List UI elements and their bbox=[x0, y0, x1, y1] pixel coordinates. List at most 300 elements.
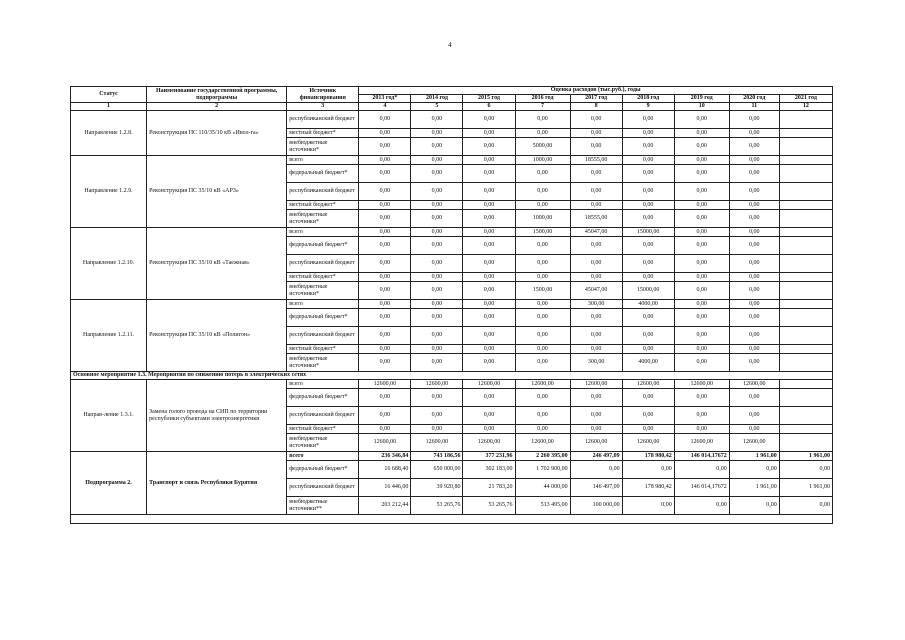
row-value bbox=[779, 282, 832, 300]
row-value: 0,00 bbox=[411, 273, 463, 282]
row-value: 0,00 bbox=[411, 300, 463, 309]
row-value: 0,00 bbox=[729, 210, 779, 228]
row-value: 1 702 900,00 bbox=[515, 461, 570, 479]
row-source: федеральный бюджет* bbox=[287, 309, 359, 327]
row-value: 0,00 bbox=[674, 354, 729, 372]
row-value bbox=[779, 354, 832, 372]
row-value: 0,00 bbox=[515, 407, 570, 425]
row-value: 45047,00 bbox=[570, 282, 622, 300]
row-value: 1 961,00 bbox=[779, 479, 832, 497]
row-value: 0,00 bbox=[674, 273, 729, 282]
row-value: 0,00 bbox=[570, 183, 622, 201]
row-value: 0,00 bbox=[570, 201, 622, 210]
row-value: 0,00 bbox=[622, 425, 674, 434]
row-value: 0,00 bbox=[729, 309, 779, 327]
row-source: республиканский бюджет bbox=[287, 407, 359, 425]
row-value: 203 212,44 bbox=[359, 497, 411, 515]
row-value: 0,00 bbox=[674, 237, 729, 255]
row-value: 0,00 bbox=[570, 255, 622, 273]
expense-table bbox=[70, 86, 833, 524]
row-value: 0,00 bbox=[359, 407, 411, 425]
row-value: 1 961,00 bbox=[729, 452, 779, 461]
row-value: 0,00 bbox=[674, 138, 729, 156]
row-value: 146 014,17672 bbox=[674, 479, 729, 497]
row-value bbox=[779, 228, 832, 237]
row-value: 12600,00 bbox=[729, 380, 779, 389]
row-value: 246 497,09 bbox=[570, 452, 622, 461]
row-value: 0,00 bbox=[622, 156, 674, 165]
row-source: федеральный бюджет* bbox=[287, 461, 359, 479]
row-source: местный бюджет* bbox=[287, 129, 359, 138]
row-value: 0,00 bbox=[674, 300, 729, 309]
row-value: 18555,00 bbox=[570, 210, 622, 228]
row-value: 0,00 bbox=[463, 273, 515, 282]
table-row bbox=[71, 452, 833, 461]
row-value: 0,00 bbox=[515, 201, 570, 210]
row-status: Подпрограмма 2. bbox=[71, 452, 147, 515]
column-number: 6 bbox=[463, 103, 515, 111]
row-value: 0,00 bbox=[463, 309, 515, 327]
row-value: 0,00 bbox=[463, 201, 515, 210]
row-value: 2 260 395,00 bbox=[515, 452, 570, 461]
row-value: 0,00 bbox=[515, 327, 570, 345]
row-value: 0,00 bbox=[674, 210, 729, 228]
row-value: 0,00 bbox=[463, 129, 515, 138]
row-source: всего bbox=[287, 452, 359, 461]
row-value: 0,00 bbox=[779, 497, 832, 515]
row-value: 146 497,09 bbox=[570, 479, 622, 497]
row-source: внебюджетные источники* bbox=[287, 434, 359, 452]
row-value: 12600,00 bbox=[359, 380, 411, 389]
row-status: Направ-ление 1.3.1. bbox=[71, 380, 147, 452]
row-value: 0,00 bbox=[674, 282, 729, 300]
row-value: 0,00 bbox=[570, 111, 622, 129]
table-row bbox=[71, 228, 833, 237]
row-value: 0,00 bbox=[463, 183, 515, 201]
row-value: 0,00 bbox=[729, 228, 779, 237]
row-value: 12600,00 bbox=[515, 434, 570, 452]
row-value: 12600,00 bbox=[463, 434, 515, 452]
row-value: 0,00 bbox=[411, 201, 463, 210]
row-value: 650 000,00 bbox=[411, 461, 463, 479]
row-value: 0,00 bbox=[359, 282, 411, 300]
row-value bbox=[779, 156, 832, 165]
row-program-name: Транспорт и связь Республики Бурятия bbox=[147, 452, 287, 515]
row-value bbox=[779, 237, 832, 255]
row-value: 12600,00 bbox=[570, 434, 622, 452]
row-value: 0,00 bbox=[729, 497, 779, 515]
year-header: 2017 год bbox=[570, 95, 622, 103]
row-value: 0,00 bbox=[729, 282, 779, 300]
row-value: 0,00 bbox=[729, 138, 779, 156]
row-source: республиканский бюджет bbox=[287, 479, 359, 497]
row-value: 0,00 bbox=[463, 138, 515, 156]
row-value: 0,00 bbox=[622, 461, 674, 479]
row-value: 0,00 bbox=[674, 111, 729, 129]
row-value: 0,00 bbox=[729, 273, 779, 282]
row-value: 0,00 bbox=[359, 354, 411, 372]
row-value: 0,00 bbox=[570, 138, 622, 156]
row-value: 0,00 bbox=[674, 129, 729, 138]
row-program-name: Реконструкция ПС 35/10 кВ «Полигон» bbox=[147, 300, 287, 372]
row-value: 0,00 bbox=[729, 389, 779, 407]
empty-row bbox=[71, 515, 833, 524]
row-value: 0,00 bbox=[515, 183, 570, 201]
row-source: федеральный бюджет* bbox=[287, 165, 359, 183]
row-value: 178 980,42 bbox=[622, 479, 674, 497]
row-value: 1000,00 bbox=[515, 156, 570, 165]
row-value: 0,00 bbox=[729, 425, 779, 434]
row-source: внебюджетные источники** bbox=[287, 497, 359, 515]
row-source: местный бюджет* bbox=[287, 201, 359, 210]
row-value: 0,00 bbox=[515, 300, 570, 309]
row-value: 12600,00 bbox=[674, 434, 729, 452]
row-value: 0,00 bbox=[729, 354, 779, 372]
row-value: 0,00 bbox=[729, 165, 779, 183]
row-value: 0,00 bbox=[359, 273, 411, 282]
row-value: 0,00 bbox=[359, 389, 411, 407]
row-value: 12600,00 bbox=[411, 380, 463, 389]
row-value: 0,00 bbox=[570, 327, 622, 345]
row-value: 0,00 bbox=[729, 201, 779, 210]
row-value: 0,00 bbox=[463, 255, 515, 273]
row-value: 0,00 bbox=[515, 345, 570, 354]
section-row bbox=[71, 372, 833, 380]
row-value: 0,00 bbox=[729, 255, 779, 273]
row-value: 0,00 bbox=[359, 228, 411, 237]
column-number: 11 bbox=[729, 103, 779, 111]
row-status: Направление 1.2.8. bbox=[71, 111, 147, 156]
row-value: 0,00 bbox=[359, 129, 411, 138]
row-status: Направление 1.2.10. bbox=[71, 228, 147, 300]
table-row bbox=[71, 380, 833, 389]
row-source: республиканский бюджет bbox=[287, 183, 359, 201]
row-value: 45047,00 bbox=[570, 228, 622, 237]
table-row bbox=[71, 156, 833, 165]
row-value: 0,00 bbox=[729, 300, 779, 309]
row-value: 53 265,76 bbox=[463, 497, 515, 515]
table-row bbox=[71, 111, 833, 129]
row-value: 0,00 bbox=[622, 111, 674, 129]
row-value: 0,00 bbox=[622, 309, 674, 327]
column-number: 7 bbox=[515, 103, 570, 111]
row-value: 0,00 bbox=[729, 129, 779, 138]
row-value: 0,00 bbox=[411, 129, 463, 138]
row-value: 12600,00 bbox=[622, 434, 674, 452]
row-value: 0,00 bbox=[359, 237, 411, 255]
row-value bbox=[779, 425, 832, 434]
row-value bbox=[779, 201, 832, 210]
source-header: Источник финансирования bbox=[287, 87, 359, 103]
row-value: 0,00 bbox=[622, 201, 674, 210]
column-number: 1 bbox=[71, 103, 147, 111]
row-program-name: Реконструкция ПС 35/10 кВ «Таежная» bbox=[147, 228, 287, 300]
row-value: 300,00 bbox=[570, 354, 622, 372]
row-value: 0,00 bbox=[622, 327, 674, 345]
row-value: 0,00 bbox=[622, 183, 674, 201]
row-value: 44 000,00 bbox=[515, 479, 570, 497]
row-value: 0,00 bbox=[411, 425, 463, 434]
column-numbers-row bbox=[71, 103, 833, 111]
row-value: 0,00 bbox=[411, 111, 463, 129]
row-value: 0,00 bbox=[411, 138, 463, 156]
table-row bbox=[71, 300, 833, 309]
row-value: 0,00 bbox=[674, 345, 729, 354]
row-value: 39 920,80 bbox=[411, 479, 463, 497]
row-value: 0,00 bbox=[729, 156, 779, 165]
row-value: 15000,00 bbox=[622, 228, 674, 237]
row-value: 0,00 bbox=[463, 111, 515, 129]
row-value: 0,00 bbox=[570, 237, 622, 255]
row-value: 0,00 bbox=[359, 425, 411, 434]
row-value: 0,00 bbox=[674, 327, 729, 345]
row-value: 0,00 bbox=[622, 273, 674, 282]
year-header: 2019 год bbox=[674, 95, 729, 103]
row-value: 15000,00 bbox=[622, 282, 674, 300]
row-value: 236 346,84 bbox=[359, 452, 411, 461]
row-value: 1 961,00 bbox=[729, 479, 779, 497]
row-value: 0,00 bbox=[729, 237, 779, 255]
row-value bbox=[779, 210, 832, 228]
row-source: всего bbox=[287, 380, 359, 389]
row-value: 0,00 bbox=[463, 282, 515, 300]
row-value: 0,00 bbox=[570, 407, 622, 425]
row-value: 0,00 bbox=[729, 183, 779, 201]
row-value: 300,00 bbox=[570, 300, 622, 309]
row-value: 0,00 bbox=[411, 309, 463, 327]
empty-cell bbox=[71, 515, 833, 524]
row-value: 0,00 bbox=[622, 345, 674, 354]
row-value: 0,00 bbox=[515, 165, 570, 183]
column-number: 5 bbox=[411, 103, 463, 111]
row-value: 0,00 bbox=[674, 228, 729, 237]
row-value: 0,00 bbox=[359, 165, 411, 183]
row-value bbox=[779, 434, 832, 452]
row-source: республиканский бюджет bbox=[287, 327, 359, 345]
row-status: Направление 1.2.9. bbox=[71, 156, 147, 228]
row-value bbox=[779, 138, 832, 156]
row-value: 100 000,00 bbox=[570, 497, 622, 515]
row-value: 1 961,00 bbox=[779, 452, 832, 461]
row-value: 0,00 bbox=[359, 327, 411, 345]
row-value: 0,00 bbox=[515, 111, 570, 129]
row-value: 0,00 bbox=[463, 345, 515, 354]
row-value: 0,00 bbox=[359, 210, 411, 228]
row-value: 0,00 bbox=[463, 228, 515, 237]
row-value: 0,00 bbox=[411, 354, 463, 372]
row-value: 0,00 bbox=[674, 255, 729, 273]
row-value: 0,00 bbox=[359, 201, 411, 210]
row-value: 0,00 bbox=[411, 165, 463, 183]
row-value: 0,00 bbox=[729, 407, 779, 425]
row-value: 21 783,20 bbox=[463, 479, 515, 497]
row-value: 0,00 bbox=[729, 345, 779, 354]
row-value: 0,00 bbox=[674, 309, 729, 327]
row-value: 18555,00 bbox=[570, 156, 622, 165]
column-number: 9 bbox=[622, 103, 674, 111]
row-value: 0,00 bbox=[674, 461, 729, 479]
row-value: 0,00 bbox=[622, 255, 674, 273]
row-value: 0,00 bbox=[359, 345, 411, 354]
row-value: 0,00 bbox=[515, 237, 570, 255]
row-value: 0,00 bbox=[729, 327, 779, 345]
row-value: 4000,00 bbox=[622, 300, 674, 309]
row-value: 0,00 bbox=[570, 129, 622, 138]
column-number: 12 bbox=[779, 103, 832, 111]
row-value: 16 688,40 bbox=[359, 461, 411, 479]
row-value: 0,00 bbox=[463, 165, 515, 183]
row-value: 0,00 bbox=[622, 138, 674, 156]
row-source: местный бюджет* bbox=[287, 273, 359, 282]
row-value: 0,00 bbox=[359, 255, 411, 273]
row-value: 0,00 bbox=[515, 273, 570, 282]
row-value: 743 186,56 bbox=[411, 452, 463, 461]
row-value: 146 014,17672 bbox=[674, 452, 729, 461]
row-source: республиканский бюджет bbox=[287, 111, 359, 129]
row-value: 0,00 bbox=[411, 210, 463, 228]
row-value: 0,00 bbox=[570, 425, 622, 434]
row-value: 0,00 bbox=[515, 389, 570, 407]
row-value: 0,00 bbox=[359, 156, 411, 165]
row-value: 0,00 bbox=[622, 210, 674, 228]
year-header: 2016 год bbox=[515, 95, 570, 103]
row-value: 0,00 bbox=[515, 309, 570, 327]
row-value bbox=[779, 300, 832, 309]
column-number: 2 bbox=[147, 103, 287, 111]
row-value: 0,00 bbox=[359, 300, 411, 309]
row-value: 1000,00 bbox=[515, 210, 570, 228]
row-value: 0,00 bbox=[729, 111, 779, 129]
row-value: 0,00 bbox=[674, 425, 729, 434]
year-header: 2015 год bbox=[463, 95, 515, 103]
row-value: 0,00 bbox=[359, 309, 411, 327]
row-value: 377 231,96 bbox=[463, 452, 515, 461]
row-value bbox=[779, 165, 832, 183]
row-value: 16 446,00 bbox=[359, 479, 411, 497]
row-value: 0,00 bbox=[674, 407, 729, 425]
row-source: внебюджетные источники* bbox=[287, 210, 359, 228]
header-row bbox=[71, 87, 833, 95]
column-number: 10 bbox=[674, 103, 729, 111]
row-value: 0,00 bbox=[463, 327, 515, 345]
row-source: всего bbox=[287, 228, 359, 237]
row-value: 0,00 bbox=[411, 228, 463, 237]
row-source: местный бюджет* bbox=[287, 425, 359, 434]
row-value: 0,00 bbox=[622, 389, 674, 407]
section-title: Основное мероприятие 1.3. Мероприятия по снижению потерь в электрических сетях bbox=[71, 372, 833, 380]
row-value: 12600,00 bbox=[729, 434, 779, 452]
row-value: 0,00 bbox=[570, 345, 622, 354]
row-value: 0,00 bbox=[359, 183, 411, 201]
row-value: 513 495,00 bbox=[515, 497, 570, 515]
program-header: Наименование государственной программы, подпрограммы bbox=[147, 87, 287, 103]
row-value bbox=[779, 327, 832, 345]
row-value: 0,00 bbox=[622, 497, 674, 515]
row-value: 4000,00 bbox=[622, 354, 674, 372]
row-value: 12600,00 bbox=[515, 380, 570, 389]
row-value bbox=[779, 309, 832, 327]
row-value: 0,00 bbox=[463, 210, 515, 228]
row-value: 0,00 bbox=[515, 354, 570, 372]
row-value: 0,00 bbox=[622, 165, 674, 183]
row-value: 0,00 bbox=[411, 327, 463, 345]
row-value bbox=[779, 273, 832, 282]
row-value: 0,00 bbox=[515, 129, 570, 138]
year-header: 2013 год* bbox=[359, 95, 411, 103]
row-value: 0,00 bbox=[622, 407, 674, 425]
row-program-name: Реконструкция ПС 35/10 кВ «АРЗ» bbox=[147, 156, 287, 228]
row-value: 12600,00 bbox=[570, 380, 622, 389]
column-number: 3 bbox=[287, 103, 359, 111]
year-header: 2014 год bbox=[411, 95, 463, 103]
row-value: 0,00 bbox=[463, 354, 515, 372]
row-value: 0,00 bbox=[411, 156, 463, 165]
row-value: 0,00 bbox=[359, 111, 411, 129]
row-value: 0,00 bbox=[674, 389, 729, 407]
row-value bbox=[779, 407, 832, 425]
row-program-name: Замена голого провода на СИП по территории республики субъектами электроэнергетики bbox=[147, 380, 287, 452]
row-value: 0,00 bbox=[729, 461, 779, 479]
row-program-name: Реконструкция ПС 110/35/10 кВ «Ивол-га» bbox=[147, 111, 287, 156]
row-value: 0,00 bbox=[359, 138, 411, 156]
row-value: 0,00 bbox=[622, 129, 674, 138]
row-source: всего bbox=[287, 300, 359, 309]
year-header: 2018 год bbox=[622, 95, 674, 103]
status-header: Статус bbox=[71, 87, 147, 103]
row-value: 5000,00 bbox=[515, 138, 570, 156]
row-value: 12600,00 bbox=[463, 380, 515, 389]
row-value: 0,00 bbox=[570, 165, 622, 183]
row-value: 0,00 bbox=[463, 156, 515, 165]
row-value: 0,00 bbox=[411, 255, 463, 273]
row-value: 0,00 bbox=[411, 183, 463, 201]
row-source: всего bbox=[287, 156, 359, 165]
row-value: 0,00 bbox=[515, 425, 570, 434]
row-source: местный бюджет* bbox=[287, 345, 359, 354]
row-value: 12600,00 bbox=[359, 434, 411, 452]
row-source: республиканский бюджет bbox=[287, 255, 359, 273]
row-source: внебюджетные источники* bbox=[287, 138, 359, 156]
row-value bbox=[779, 255, 832, 273]
year-header: 2021 год bbox=[779, 95, 832, 103]
row-source: внебюджетные источники* bbox=[287, 354, 359, 372]
row-value: 0,00 bbox=[622, 237, 674, 255]
row-value bbox=[779, 380, 832, 389]
column-number: 4 bbox=[359, 103, 411, 111]
row-value bbox=[779, 345, 832, 354]
row-value: 0,00 bbox=[570, 389, 622, 407]
row-value: 0,00 bbox=[674, 165, 729, 183]
row-value: 178 980,42 bbox=[622, 452, 674, 461]
row-value: 1500,00 bbox=[515, 282, 570, 300]
row-value: 12600,00 bbox=[411, 434, 463, 452]
row-value: 0,00 bbox=[674, 156, 729, 165]
row-value: 0,00 bbox=[411, 407, 463, 425]
row-value bbox=[779, 111, 832, 129]
estimate-header: Оценка расходов (тыс.руб.), годы bbox=[359, 87, 833, 95]
row-value: 0,00 bbox=[674, 201, 729, 210]
row-value bbox=[779, 129, 832, 138]
row-value: 0,00 bbox=[463, 237, 515, 255]
row-value: 0,00 bbox=[515, 255, 570, 273]
row-source: федеральный бюджет* bbox=[287, 389, 359, 407]
row-value: 0,00 bbox=[463, 300, 515, 309]
row-value bbox=[779, 183, 832, 201]
row-value: 0,00 bbox=[411, 345, 463, 354]
row-value: 0,00 bbox=[674, 183, 729, 201]
row-value bbox=[779, 389, 832, 407]
row-value: 0,00 bbox=[570, 309, 622, 327]
